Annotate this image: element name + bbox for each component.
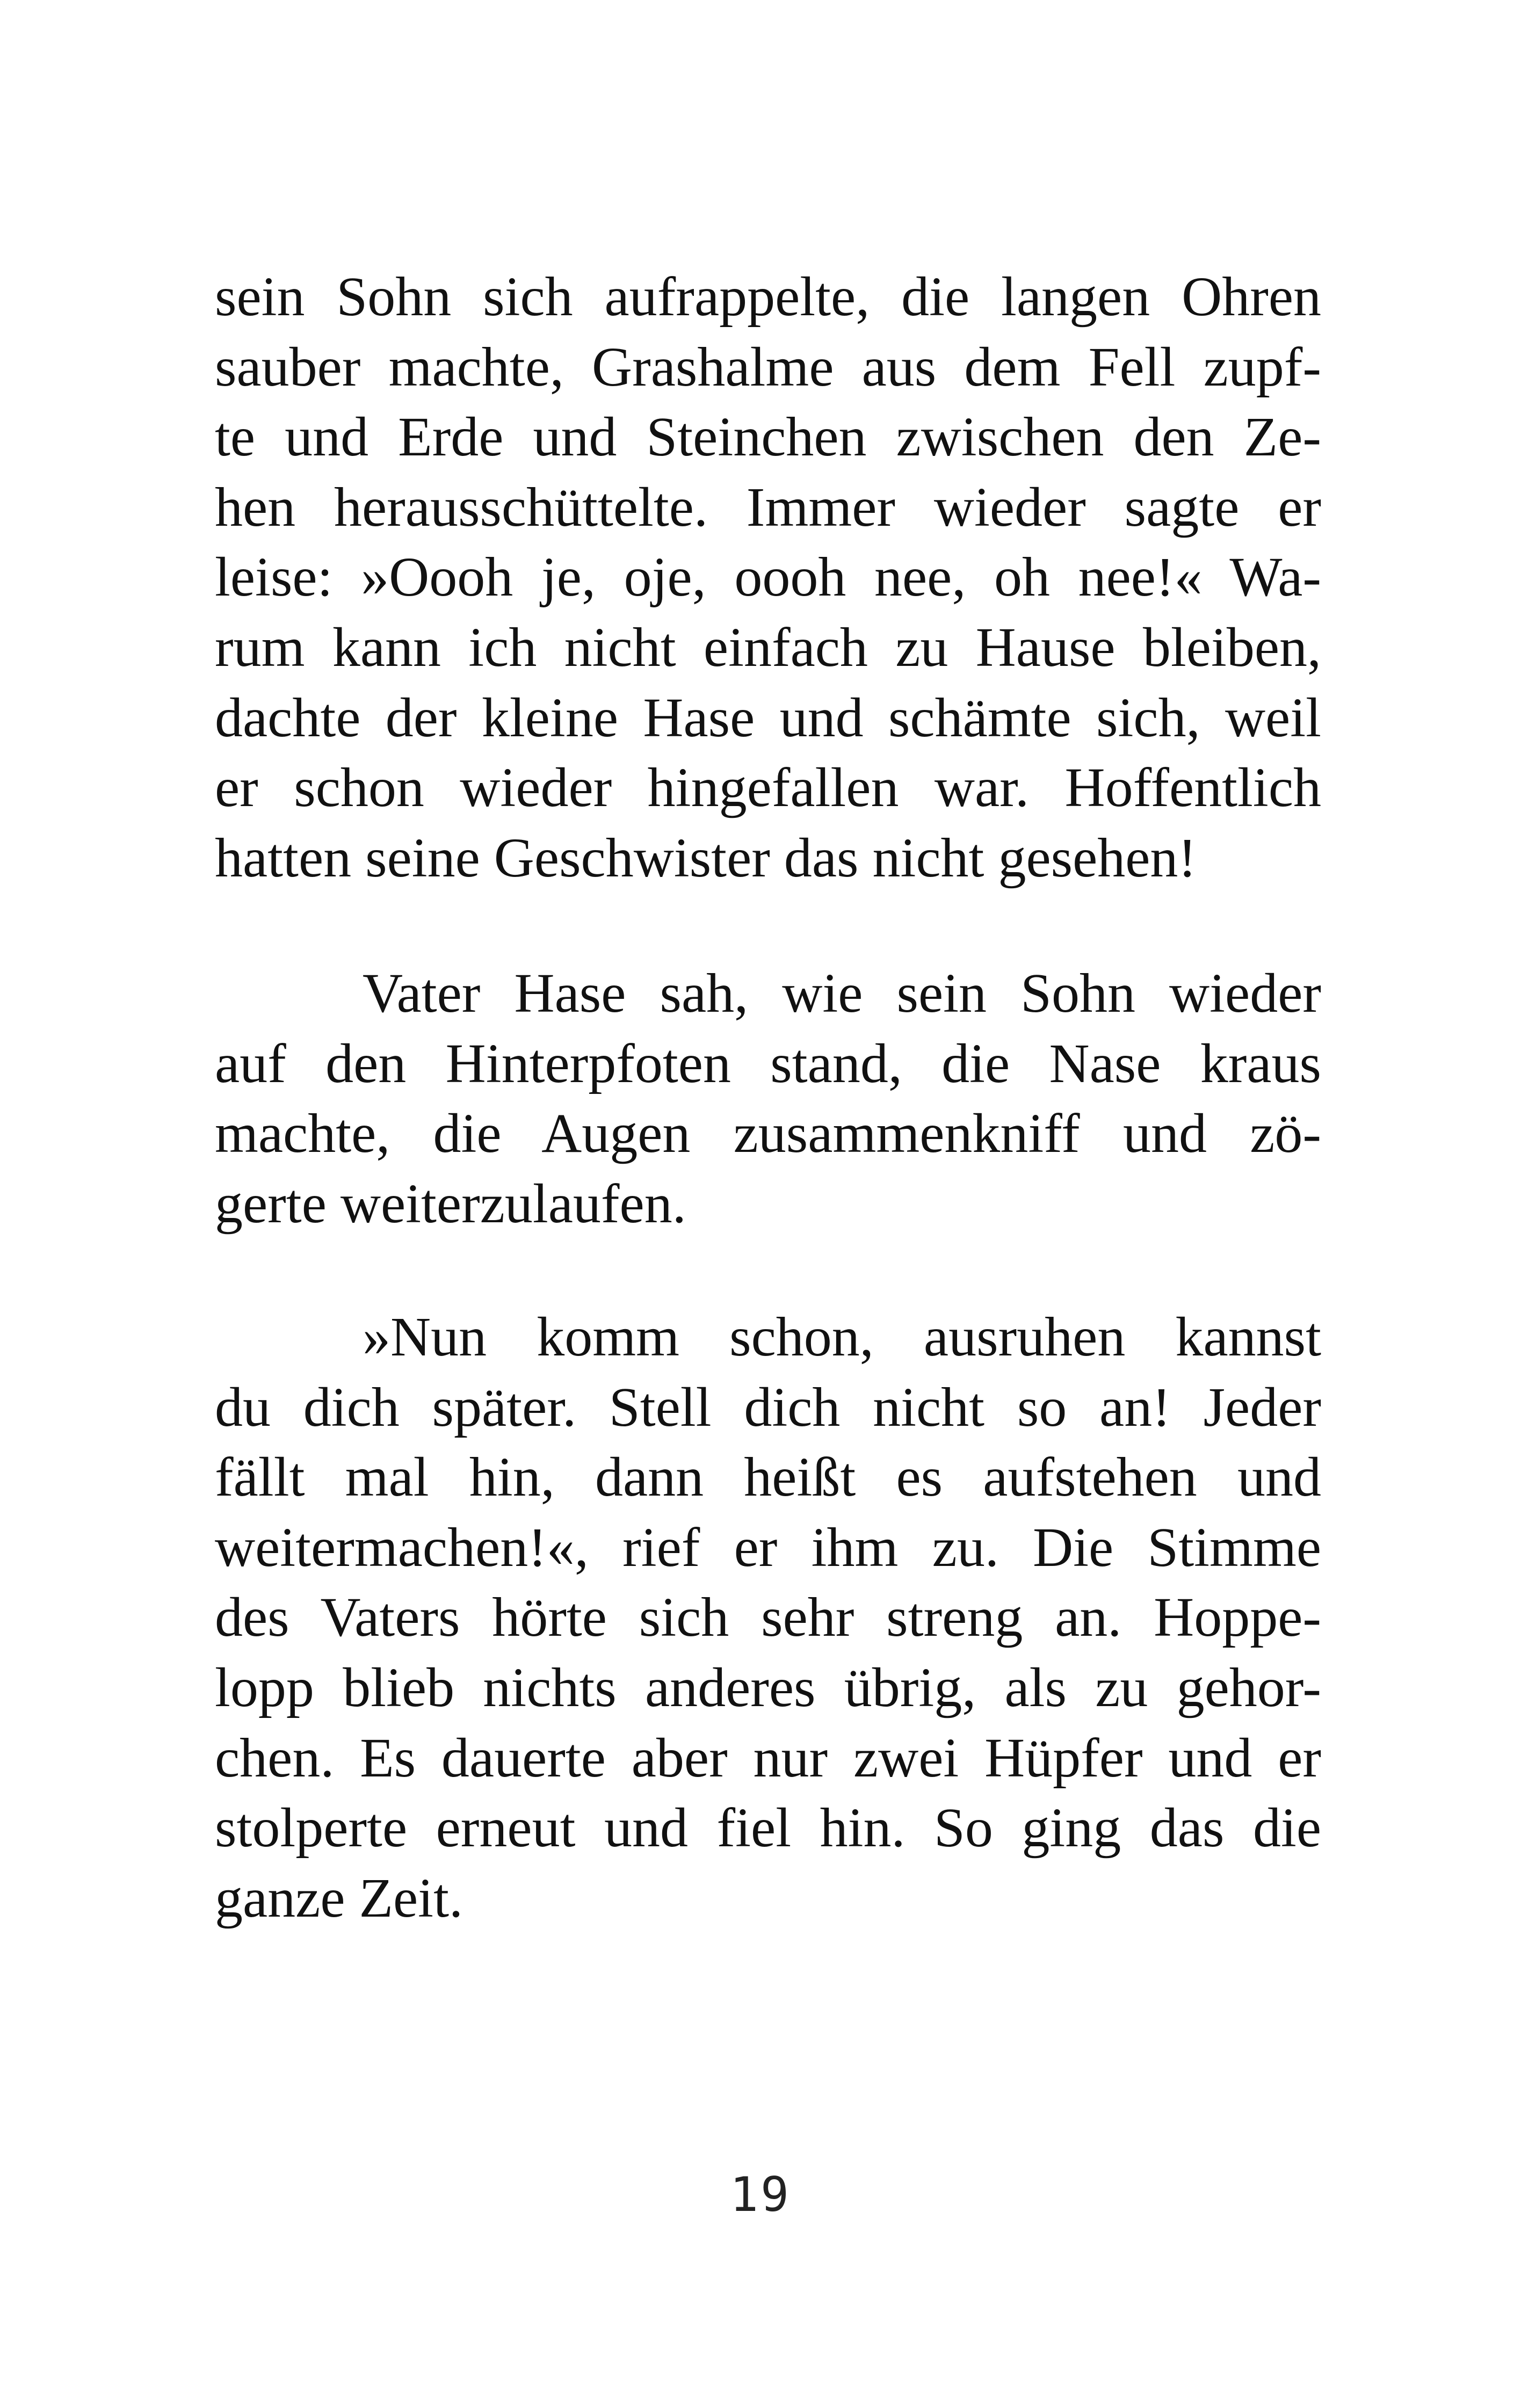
paragraph-line: sein Sohn sich aufrappelte, die langen Ohren <box>215 266 1321 328</box>
paragraph-line: stolperte erneut und fiel hin. So ging das die <box>215 1797 1321 1859</box>
paragraph-line: sauber machte, Grashalme aus dem Fell zupf- <box>215 336 1321 398</box>
paragraph-line: te und Erde und Steinchen zwischen den Ze- <box>215 406 1321 468</box>
paragraph-2 <box>215 959 1321 1239</box>
paragraph-3 <box>215 1302 1321 1933</box>
paragraph-line: dachte der kleine Hase und schämte sich, weil <box>215 686 1321 749</box>
paragraph-line: lopp blieb nichts anderes übrig, als zu gehor- <box>215 1656 1321 1718</box>
paragraph-line: weitermachen!«, rief er ihm zu. Die Stimme <box>215 1516 1321 1578</box>
paragraph-line: gerte weiterzulaufen. <box>215 1172 686 1235</box>
paragraph-line: er schon wieder hingefallen war. Hoffentlich <box>215 757 1321 819</box>
paragraph-1 <box>215 262 1321 893</box>
paragraph-line: Vater Hase sah, wie sein Sohn wieder <box>363 962 1321 1024</box>
paragraph-line: des Vaters hörte sich sehr streng an. Hoppe- <box>215 1586 1321 1649</box>
paragraph-line: rum kann ich nicht einfach zu Hause bleiben, <box>215 616 1321 678</box>
paragraph-line: hatten seine Geschwister das nicht gesehen! <box>215 826 1197 889</box>
paragraph-line: hen herausschüttelte. Immer wieder sagte er <box>215 476 1321 538</box>
paragraph-line: auf den Hinterpfoten stand, die Nase kraus <box>215 1032 1321 1094</box>
paragraph-line: ganze Zeit. <box>215 1867 463 1929</box>
paragraph-line: »Nun komm schon, ausruhen kannst <box>363 1306 1321 1368</box>
paragraph-line: leise: »Oooh je, oje, oooh nee, oh nee!« Wa- <box>215 546 1321 608</box>
paragraph-line: chen. Es dauerte aber nur zwei Hüpfer und er <box>215 1727 1321 1789</box>
page-number: 19 <box>730 2167 791 2222</box>
paragraph-line: machte, die Augen zusammenkniff und zö- <box>215 1103 1321 1165</box>
paragraph-line: du dich später. Stell dich nicht so an! Jeder <box>215 1376 1321 1438</box>
paragraph-line: fällt mal hin, dann heißt es aufstehen und <box>215 1446 1321 1508</box>
